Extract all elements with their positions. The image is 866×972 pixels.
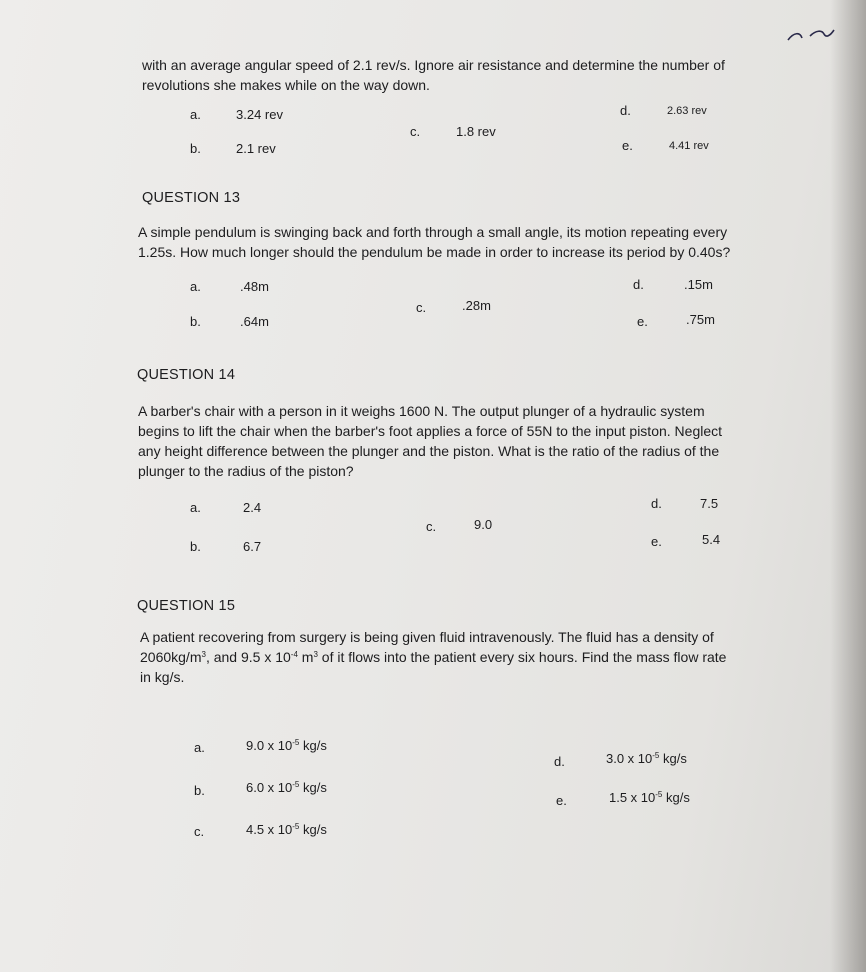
page-edge-shadow: [830, 0, 866, 972]
q13-option-e-value: .75m: [686, 312, 715, 327]
q13-option-e-letter: e.: [637, 314, 648, 329]
q13-text: [138, 222, 730, 262]
q15-heading: QUESTION 15: [137, 598, 236, 614]
q12-option-a-value: 3.24 rev: [236, 107, 283, 122]
q14-text: [138, 401, 722, 481]
q12-line-2: revolutions she makes while on the way down.: [142, 77, 430, 93]
q14-line-2: begins to lift the chair when the barber's foot applies a force of 55N to the input piston. Neglect: [138, 423, 723, 439]
q15-option-c-unit: kg/s: [299, 822, 327, 837]
q13-line-1: A simple pendulum is swinging back and forth through a small angle, its motion repeating every: [138, 224, 728, 240]
q15-text: [140, 627, 726, 687]
q15-line-2-rest: of it flows into the patient every six hours. Find the mass flow rate: [317, 649, 727, 665]
q14-option-e-letter: e.: [651, 534, 662, 549]
q15-line-2: [140, 647, 726, 667]
q15-option-b-mantissa: 6.0 x 10: [246, 780, 293, 795]
q15-option-d-unit: kg/s: [659, 751, 687, 766]
q15-option-d-value: [606, 751, 687, 767]
q15-option-b-exponent: -5: [292, 780, 300, 789]
q14-option-a-value: 2.4: [243, 500, 262, 515]
q13-option-b-value: .64m: [240, 314, 269, 329]
q15-option-c-mantissa: 4.5 x 10: [246, 822, 293, 837]
q15-line-1: A patient recovering from surgery is being given fluid intravenously. The fluid has a density of: [140, 629, 714, 645]
q12-option-a-letter: a.: [190, 107, 201, 122]
q12-option-d-value: 2.63 rev: [667, 105, 707, 117]
q13-option-c-letter: c.: [416, 300, 427, 315]
q15-option-c-letter: c.: [194, 824, 205, 839]
q14-line-3: any height difference between the plunger and the piston. What is the ratio of the radius of the: [138, 443, 720, 459]
q13-option-c-value: .28m: [462, 298, 491, 313]
q12-option-c-letter: c.: [410, 124, 421, 139]
pen-mark-icon: [784, 24, 844, 50]
q15-line-2-volume: , and 9.5 x 10: [205, 649, 291, 665]
q14-option-c-letter: c.: [426, 519, 437, 534]
q15-option-a-letter: a.: [194, 740, 205, 755]
q15-option-b-letter: b.: [194, 783, 205, 798]
q15-option-a-unit: kg/s: [299, 738, 327, 753]
q15-option-e-value: [609, 790, 690, 806]
q13-option-a-value: .48m: [240, 279, 269, 294]
q12-option-d-letter: d.: [620, 103, 631, 118]
q15-line-2-sup-1: 3: [201, 650, 206, 659]
q12-text: [142, 55, 725, 95]
q12-option-e-value: 4.41 rev: [669, 140, 709, 152]
q12-option-c-value: 1.8 rev: [456, 124, 496, 139]
q15-option-e-unit: kg/s: [662, 790, 690, 805]
q12-option-b-value: 2.1 rev: [236, 141, 276, 156]
q15-option-d-letter: d.: [554, 754, 565, 769]
q14-option-d-value: 7.5: [700, 496, 719, 511]
q15-line-2-sup-3: 3: [313, 650, 318, 659]
q12-line-1: with an average angular speed of 2.1 rev/s. Ignore air resistance and determine the number of: [142, 57, 725, 73]
q15-line-3: in kg/s.: [140, 669, 185, 685]
q15-option-b-unit: kg/s: [299, 780, 327, 795]
q15-option-b-value: [246, 780, 327, 796]
q13-line-2: 1.25s. How much longer should the pendulum be made in order to increase its period by 0.40s?: [138, 244, 731, 260]
q14-option-b-value: 6.7: [243, 539, 262, 554]
q15-option-e-letter: e.: [556, 793, 567, 808]
q15-option-e-exponent: -5: [655, 790, 663, 799]
q14-option-b-letter: b.: [190, 539, 201, 554]
q15-option-a-mantissa: 9.0 x 10: [246, 738, 293, 753]
q12-option-b-letter: b.: [190, 141, 201, 156]
q14-option-e-value: 5.4: [702, 532, 721, 547]
q15-line-2-unit: m: [297, 649, 314, 665]
q14-option-d-letter: d.: [651, 496, 662, 511]
q15-option-a-value: [246, 738, 327, 754]
q13-option-d-letter: d.: [633, 277, 644, 292]
q15-option-e-mantissa: 1.5 x 10: [609, 790, 656, 805]
q14-heading: QUESTION 14: [137, 367, 236, 383]
q13-option-d-value: .15m: [684, 277, 713, 292]
q13-heading: QUESTION 13: [142, 190, 241, 206]
q15-option-a-exponent: -5: [292, 738, 300, 747]
q15-line-2-sup-2: -4: [290, 650, 298, 659]
q14-line-4: plunger to the radius of the piston?: [138, 463, 354, 479]
q15-line-2-density: 2060kg/m: [140, 649, 202, 665]
q15-option-c-value: [246, 822, 327, 838]
q12-option-e-letter: e.: [622, 138, 633, 153]
q15-option-c-exponent: -5: [292, 822, 300, 831]
q14-line-1: A barber's chair with a person in it weighs 1600 N. The output plunger of a hydraulic system: [138, 403, 705, 419]
q13-option-a-letter: a.: [190, 279, 201, 294]
q15-option-d-exponent: -5: [652, 751, 660, 760]
q14-option-c-value: 9.0: [474, 517, 493, 532]
q13-option-b-letter: b.: [190, 314, 201, 329]
q15-option-d-mantissa: 3.0 x 10: [606, 751, 653, 766]
q14-option-a-letter: a.: [190, 500, 201, 515]
